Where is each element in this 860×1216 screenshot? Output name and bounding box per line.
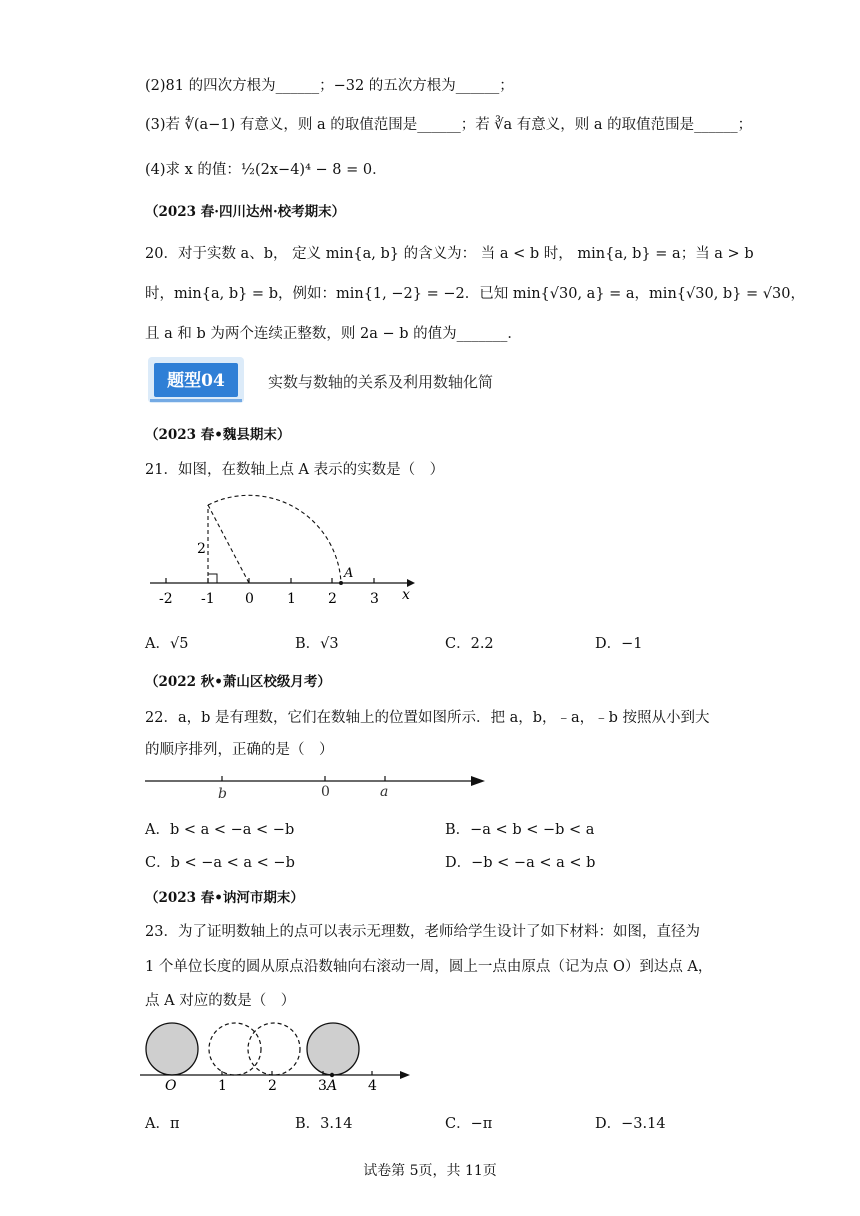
q22-option-c[interactable]: C．b < −a < a < −b <box>145 855 295 871</box>
q21-tick-label: -1 <box>201 591 215 607</box>
q23-line1: 23．为了证明数轴上的点可以表示无理数，老师给学生设计了如下材料：如图，直径为 <box>145 924 700 940</box>
q23-option-d[interactable]: D．−3.14 <box>595 1116 666 1132</box>
q21-option-c[interactable]: C．2.2 <box>445 636 494 652</box>
q21-height-label: 2 <box>197 541 206 557</box>
q22-number-line-figure <box>145 770 490 802</box>
q21-axis-label: x <box>402 587 410 603</box>
subquestion-4: (4)求 x 的值：½(2x−4)⁴ − 8 = 0． <box>145 162 387 178</box>
q21-tick-label: 2 <box>328 591 337 607</box>
q21-option-b[interactable]: B．√3 <box>295 636 339 652</box>
q23-label-3: 3 <box>318 1078 327 1094</box>
q20-line1: 20．对于实数 a、b， 定义 min{a, b} 的含义为： 当 a < b 时， min{a, b} = a；当 a > b <box>145 246 754 262</box>
q21-option-d[interactable]: D．−1 <box>595 636 643 652</box>
q22-source: （2022 秋•萧山区校级月考） <box>145 674 331 690</box>
q23-option-b[interactable]: B．3.14 <box>295 1116 353 1132</box>
q23-rolling-circle-figure <box>140 1020 415 1092</box>
q22-option-d[interactable]: D．−b < −a < a < b <box>445 855 596 871</box>
q21-number-line-figure <box>145 495 425 610</box>
q22-line1: 22．a，b 是有理数，它们在数轴上的位置如图所示．把 a，b，﹣a，﹣b 按照从小到大 <box>145 710 710 726</box>
q23-label-a: A <box>327 1078 338 1094</box>
q21-point-label: A <box>344 566 354 581</box>
q23-option-a[interactable]: A．π <box>145 1116 180 1132</box>
q22-line2: 的顺序排列，正确的是（ ） <box>145 742 334 758</box>
q21-tick-label: -2 <box>159 591 173 607</box>
subquestion-2: (2)81 的四次方根为______；−32 的五次方根为______； <box>145 78 514 94</box>
section-badge-label: 题型04 <box>167 371 225 391</box>
q22-label-a: a <box>380 784 389 800</box>
q22-label-b: b <box>218 786 227 802</box>
q21-stem: 21．如图，在数轴上点 A 表示的实数是（ ） <box>145 462 445 478</box>
q23-label-2: 2 <box>268 1078 277 1094</box>
q21-tick-label: 0 <box>245 591 254 607</box>
q23-source: （2023 春•讷河市期末） <box>145 890 304 906</box>
subquestion-3: (3)若 ∜(a−1) 有意义，则 a 的取值范围是______；若 ∛a 有意义，则 a 的取值范围是______； <box>145 117 753 133</box>
q20-source: （2023 春·四川达州·校考期末） <box>145 204 346 220</box>
section-title: 实数与数轴的关系及利用数轴化简 <box>268 373 494 391</box>
section-badge-icon <box>148 357 244 403</box>
q23-label-1: 1 <box>218 1078 227 1094</box>
q21-option-a[interactable]: A．√5 <box>145 636 189 652</box>
q21-source: （2023 春•魏县期末） <box>145 427 291 443</box>
q23-label-4: 4 <box>368 1078 377 1094</box>
q21-tick-label: 1 <box>287 591 296 607</box>
q21-tick-label: 3 <box>370 591 379 607</box>
q23-label-origin: O <box>165 1078 177 1094</box>
q20-line3: 且 a 和 b 为两个连续正整数，则 2a − b 的值为_______． <box>145 326 522 342</box>
q23-option-c[interactable]: C．−π <box>445 1116 493 1132</box>
q23-line3: 点 A 对应的数是（ ） <box>145 993 296 1009</box>
q20-line2: 时，min{a, b} = b，例如：min{1, −2} = −2．已知 min{√30, a} = a，min{√30, b} = √30， <box>145 286 805 302</box>
q22-option-a[interactable]: A．b < a < −a < −b <box>145 822 295 838</box>
page-footer: 试卷第 5页，共 11页 <box>363 1163 497 1179</box>
q23-line2: 1 个单位长度的圆从原点沿数轴向右滚动一周，圆上一点由原点（记为点 O）到达点 A， <box>145 959 713 975</box>
q22-option-b[interactable]: B．−a < b < −b < a <box>445 822 595 838</box>
q22-label-zero: 0 <box>321 784 330 800</box>
